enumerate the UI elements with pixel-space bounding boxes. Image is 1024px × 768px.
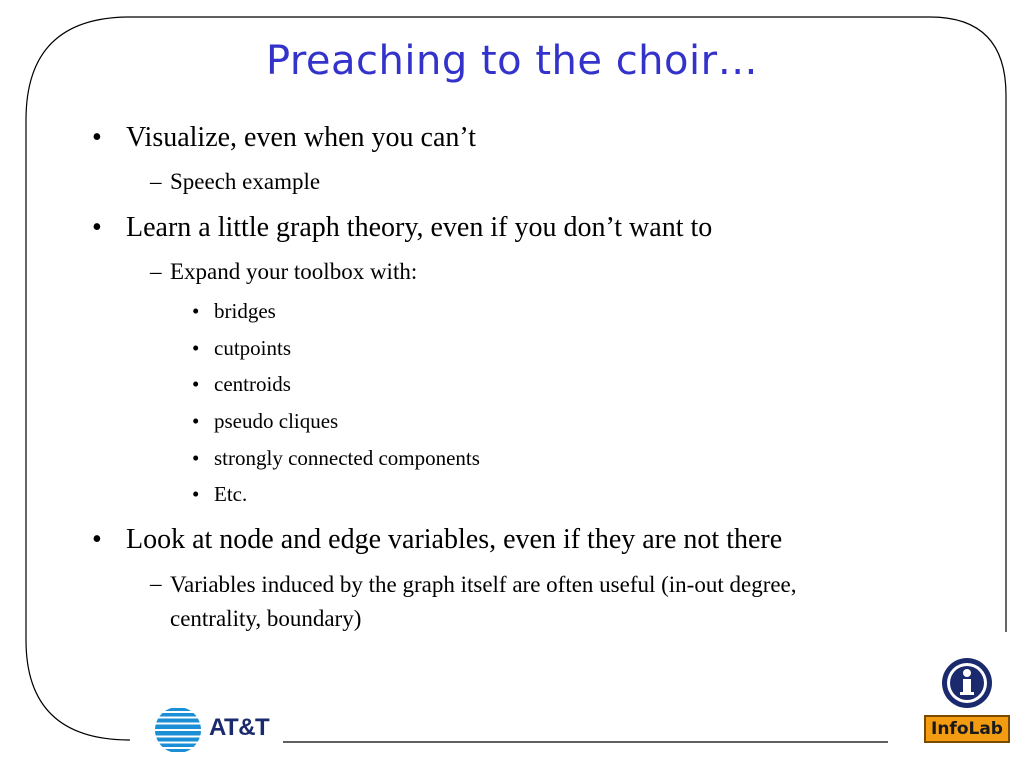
att-wordmark: AT&T [209, 714, 270, 741]
dash-marker: – [150, 571, 162, 596]
sub-bullet-item: Expand your toolbox with: [170, 259, 418, 284]
bullet-marker: • [92, 524, 102, 555]
sub-sub-bullet-item: pseudo cliques [214, 409, 339, 433]
sub-bullet-item: Variables induced by the graph itself are often useful (in-out degree, centrality, boundary) [170, 572, 797, 631]
bullet-marker: • [92, 212, 102, 243]
bullet-item: Visualize, even when you can’t [126, 122, 477, 153]
dash-marker: – [150, 169, 162, 194]
sub-sub-bullet-item: bridges [214, 299, 276, 323]
bullet-marker-small: • [192, 372, 200, 396]
sub-sub-bullet-item: centroids [214, 372, 291, 396]
sub-sub-bullet-item: cutpoints [214, 336, 291, 360]
bullet-marker-small: • [192, 299, 200, 323]
bullet-marker-small: • [192, 482, 200, 506]
sub-bullet-item: Speech example [170, 169, 321, 194]
slide-title: Preaching to the choir… [265, 38, 759, 84]
sub-sub-bullet-item: strongly connected components [214, 446, 480, 470]
dash-marker: – [150, 259, 162, 284]
bullet-marker-small: • [192, 409, 200, 433]
bullet-marker-small: • [192, 336, 200, 360]
bullet-item: Look at node and edge variables, even if they are not there [126, 524, 783, 555]
infolab-logo: InfoLab [924, 715, 1010, 743]
bullet-marker-small: • [192, 446, 200, 470]
bullet-marker: • [92, 122, 102, 153]
bullet-item: Learn a little graph theory, even if you don’t want to [126, 212, 713, 243]
sub-sub-bullet-item: Etc. [214, 482, 248, 506]
